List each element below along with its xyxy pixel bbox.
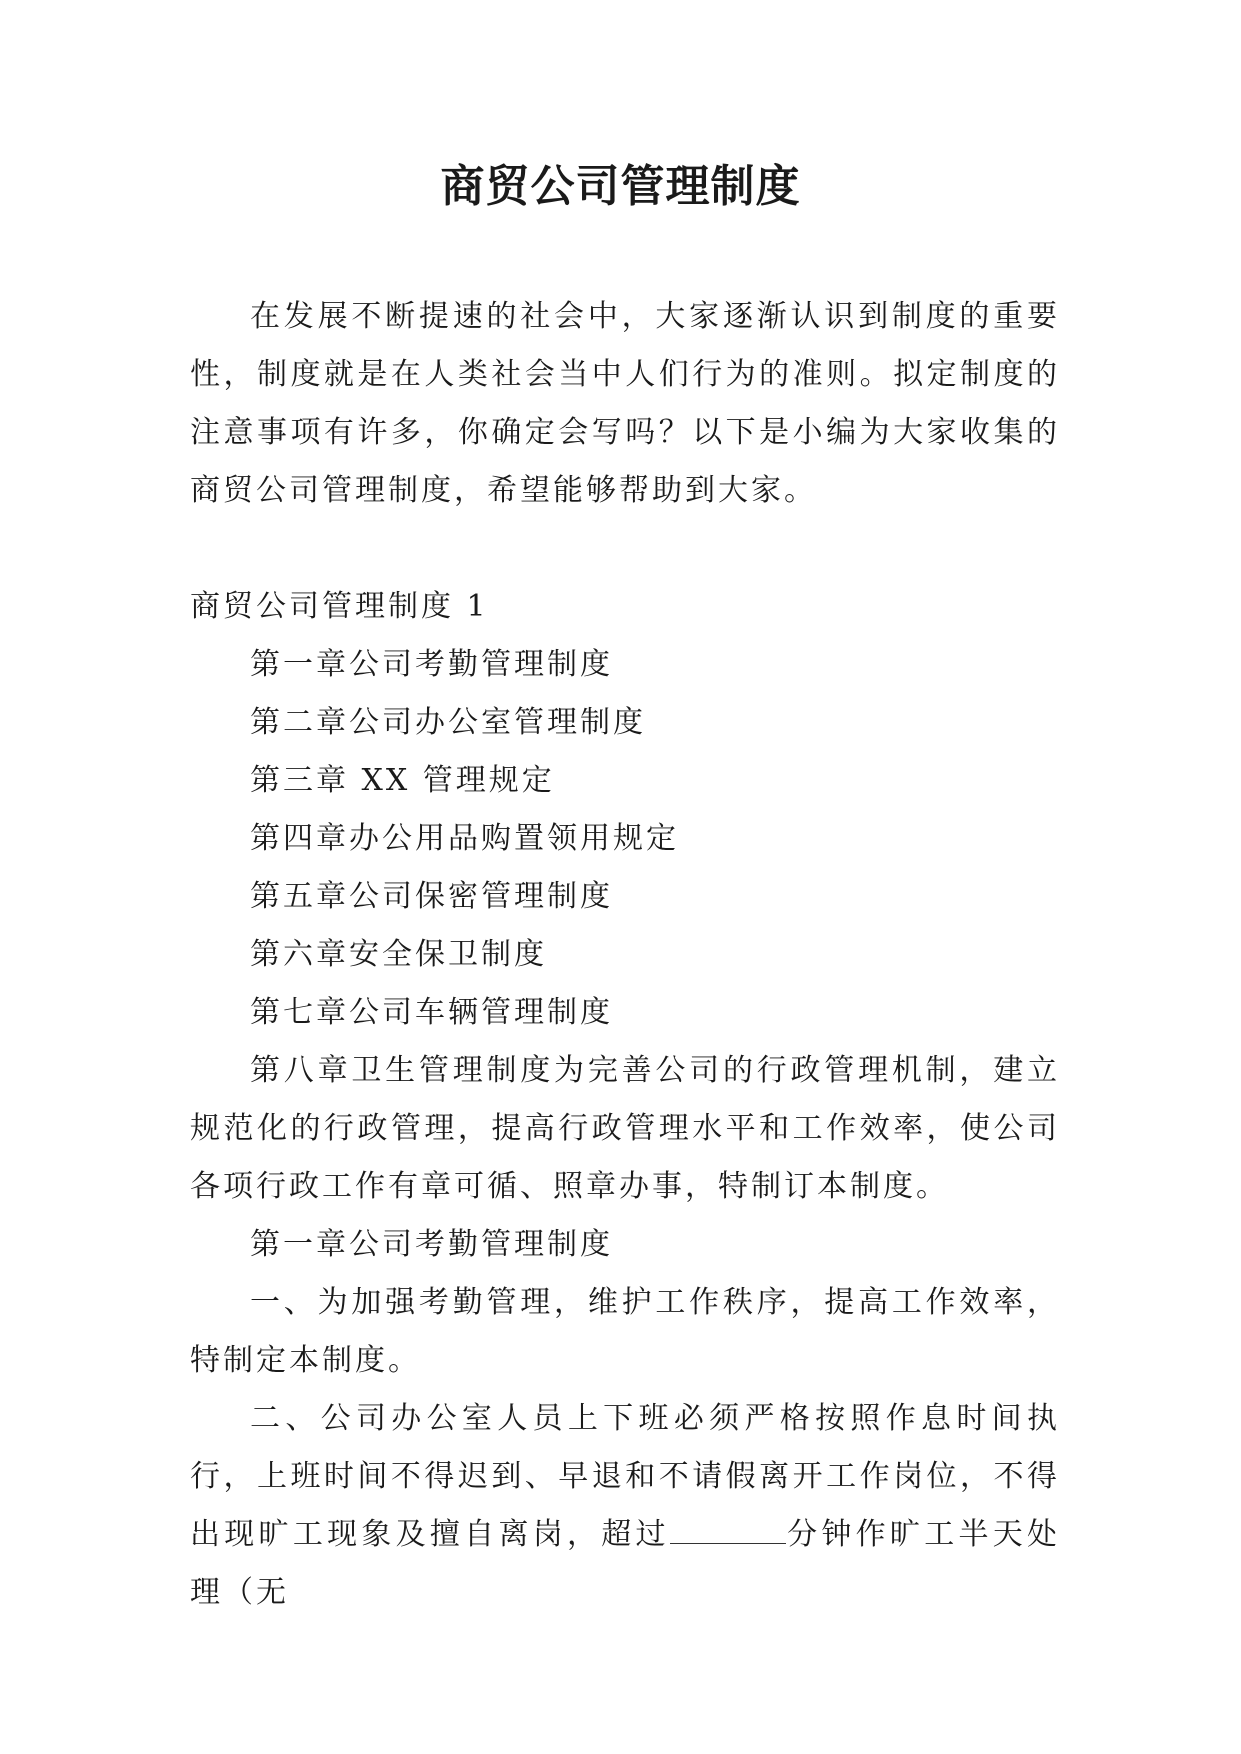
chapter-item-2: 第二章公司办公室管理制度 bbox=[250, 705, 646, 740]
chapter-item-3: 第三章 XX 管理规定 bbox=[250, 763, 555, 798]
chapter-8-paragraph: 第八章卫生管理制度为完善公司的行政管理机制，建立规范化的行政管理，提高行政管理水平和工作效率，使公司各项行政工作有章可循、照章办事，特制订本制度。 bbox=[190, 1053, 1060, 1204]
document-body bbox=[190, 288, 1060, 1622]
rule-2-text-after: 分钟作旷工半天处理（无 bbox=[190, 1517, 1061, 1610]
document-title: 商贸公司管理制度 bbox=[440, 161, 801, 212]
chapter-1-heading: 第一章公司考勤管理制度 bbox=[250, 1227, 613, 1262]
chapter-item-6: 第六章安全保卫制度 bbox=[250, 937, 547, 972]
rule-2-text-before: 二、公司办公室人员上下班必须严格按照作息时间执行，上班时间不得迟到、早退和不请假离开工作岗位，不得出现旷工现象及擅自离岗，超过 bbox=[190, 1401, 1060, 1552]
rule-2-paragraph bbox=[190, 1390, 1060, 1622]
chapter-item-7: 第七章公司车辆管理制度 bbox=[250, 995, 613, 1030]
section-heading: 商贸公司管理制度 1 bbox=[190, 589, 489, 624]
chapter-item-1: 第一章公司考勤管理制度 bbox=[250, 647, 613, 682]
chapter-item-5: 第五章公司保密管理制度 bbox=[250, 879, 613, 914]
paragraph-gap bbox=[190, 520, 1060, 578]
fill-in-blank bbox=[670, 1519, 786, 1544]
intro-paragraph: 在发展不断提速的社会中，大家逐渐认识到制度的重要性，制度就是在人类社会当中人们行为的准则。拟定制度的注意事项有许多，你确定会写吗？以下是小编为大家收集的商贸公司管理制度，希望能够帮助到大家。 bbox=[190, 299, 1060, 508]
rule-1-paragraph: 一、为加强考勤管理，维护工作秩序，提高工作效率，特制定本制度。 bbox=[190, 1285, 1060, 1378]
chapter-item-4: 第四章办公用品购置领用规定 bbox=[250, 821, 679, 856]
